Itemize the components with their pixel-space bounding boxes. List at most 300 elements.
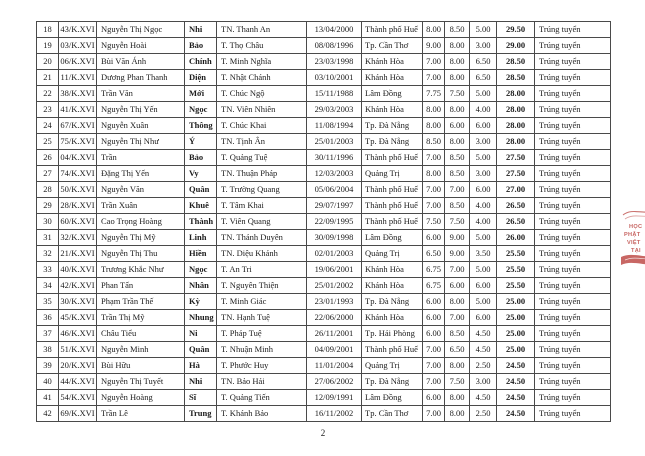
- cell-dharma-name: TN. Hạnh Tuệ: [217, 310, 307, 326]
- cell-score-1: 7.00: [423, 54, 445, 70]
- cell-given-name: Chính: [185, 54, 217, 70]
- svg-text:VIỆT: VIỆT: [627, 240, 641, 246]
- cell-score-2: 8.00: [445, 54, 470, 70]
- cell-total-score: 27.00: [497, 182, 535, 198]
- cell-family-name: Nguyễn Minh: [97, 342, 185, 358]
- cell-score-3: 3.00: [470, 38, 497, 54]
- cell-score-1: 7.50: [423, 214, 445, 230]
- cell-score-2: 7.00: [445, 310, 470, 326]
- cell-score-1: 6.00: [423, 390, 445, 406]
- cell-score-3: 4.00: [470, 214, 497, 230]
- cell-row-number: 35: [37, 294, 59, 310]
- cell-exam-code: 32/K.XVI: [59, 230, 97, 246]
- cell-total-score: 24.50: [497, 406, 535, 422]
- cell-score-2: 8.00: [445, 390, 470, 406]
- cell-exam-code: 50/K.XVI: [59, 182, 97, 198]
- cell-status: Trúng tuyển: [535, 406, 611, 422]
- table-row: [37, 166, 611, 182]
- cell-score-2: 6.00: [445, 118, 470, 134]
- cell-province: Khánh Hòa: [362, 70, 423, 86]
- cell-score-1: 8.00: [423, 102, 445, 118]
- page-number: 2: [320, 428, 326, 438]
- table-row: [37, 38, 611, 54]
- cell-family-name: Nguyễn Thị Ngọc: [97, 22, 185, 38]
- cell-birth-date: 04/09/2001: [307, 342, 362, 358]
- table-row: [37, 294, 611, 310]
- cell-status: Trúng tuyển: [535, 326, 611, 342]
- cell-exam-code: 28/K.XVI: [59, 198, 97, 214]
- cell-total-score: 28.00: [497, 134, 535, 150]
- cell-score-3: 5.00: [470, 294, 497, 310]
- cell-exam-code: 45/K.XVI: [59, 310, 97, 326]
- cell-dharma-name: T. Tâm Khai: [217, 198, 307, 214]
- cell-total-score: 27.50: [497, 166, 535, 182]
- cell-score-1: 6.50: [423, 246, 445, 262]
- cell-score-3: 3.50: [470, 246, 497, 262]
- cell-row-number: 20: [37, 54, 59, 70]
- cell-exam-code: 69/K.XVI: [59, 406, 97, 422]
- cell-dharma-name: T. Viên Quang: [217, 214, 307, 230]
- cell-dharma-name: T. Khánh Bảo: [217, 406, 307, 422]
- cell-given-name: Quân: [185, 182, 217, 198]
- table-row: [37, 390, 611, 406]
- cell-province: Khánh Hòa: [362, 310, 423, 326]
- cell-province: Tp. Đà Nẵng: [362, 118, 423, 134]
- cell-dharma-name: T. Minh Giác: [217, 294, 307, 310]
- cell-row-number: 39: [37, 358, 59, 374]
- cell-total-score: 28.00: [497, 118, 535, 134]
- cell-score-3: 5.00: [470, 86, 497, 102]
- cell-score-3: 6.00: [470, 118, 497, 134]
- cell-row-number: 26: [37, 150, 59, 166]
- cell-province: Tp. Đà Nẵng: [362, 134, 423, 150]
- cell-dharma-name: T. Chúc Ngộ: [217, 86, 307, 102]
- cell-status: Trúng tuyển: [535, 278, 611, 294]
- cell-dharma-name: T. An Tri: [217, 262, 307, 278]
- cell-exam-code: 11/K.XVI: [59, 70, 97, 86]
- cell-total-score: 25.00: [497, 294, 535, 310]
- cell-family-name: Nguyễn Thị Mỹ: [97, 230, 185, 246]
- cell-given-name: Thành: [185, 214, 217, 230]
- svg-text:HỌC: HỌC: [629, 224, 643, 230]
- cell-exam-code: 40/K.XVI: [59, 262, 97, 278]
- cell-score-3: 5.00: [470, 150, 497, 166]
- cell-status: Trúng tuyển: [535, 134, 611, 150]
- svg-text:TẠI: TẠI: [631, 248, 641, 254]
- cell-total-score: 29.50: [497, 22, 535, 38]
- cell-score-2: 8.50: [445, 150, 470, 166]
- cell-exam-code: 42/K.XVI: [59, 278, 97, 294]
- cell-family-name: Bùi Văn Ánh: [97, 54, 185, 70]
- cell-status: Trúng tuyển: [535, 150, 611, 166]
- cell-dharma-name: TN. Thanh An: [217, 22, 307, 38]
- cell-given-name: Quân: [185, 342, 217, 358]
- cell-given-name: Trung: [185, 406, 217, 422]
- cell-exam-code: 46/K.XVI: [59, 326, 97, 342]
- cell-given-name: Nhung: [185, 310, 217, 326]
- cell-score-2: 7.00: [445, 262, 470, 278]
- cell-row-number: 40: [37, 374, 59, 390]
- cell-row-number: 30: [37, 214, 59, 230]
- cell-province: Thành phố Huế: [362, 214, 423, 230]
- cell-status: Trúng tuyển: [535, 118, 611, 134]
- results-table: [36, 21, 611, 422]
- cell-family-name: Phan Tấn: [97, 278, 185, 294]
- cell-score-3: 6.50: [470, 70, 497, 86]
- cell-given-name: Diện: [185, 70, 217, 86]
- cell-province: Khánh Hòa: [362, 102, 423, 118]
- cell-status: Trúng tuyển: [535, 358, 611, 374]
- cell-row-number: 22: [37, 86, 59, 102]
- cell-score-2: 8.00: [445, 102, 470, 118]
- cell-score-3: 6.00: [470, 310, 497, 326]
- cell-given-name: Sĩ: [185, 390, 217, 406]
- cell-score-3: 6.00: [470, 278, 497, 294]
- table-row: [37, 150, 611, 166]
- cell-birth-date: 23/03/1998: [307, 54, 362, 70]
- cell-score-3: 3.00: [470, 374, 497, 390]
- cell-family-name: Trần Xuân: [97, 198, 185, 214]
- cell-family-name: Trần Lê: [97, 406, 185, 422]
- table-row: [37, 406, 611, 422]
- cell-birth-date: 16/11/2002: [307, 406, 362, 422]
- cell-row-number: 41: [37, 390, 59, 406]
- red-seal-stamp-icon: [617, 203, 645, 269]
- cell-family-name: Trần Văn: [97, 86, 185, 102]
- table-row: [37, 278, 611, 294]
- cell-score-2: 8.00: [445, 358, 470, 374]
- cell-score-3: 3.00: [470, 134, 497, 150]
- cell-total-score: 25.00: [497, 342, 535, 358]
- cell-status: Trúng tuyển: [535, 294, 611, 310]
- cell-birth-date: 27/06/2002: [307, 374, 362, 390]
- cell-total-score: 25.50: [497, 246, 535, 262]
- cell-score-1: 8.00: [423, 22, 445, 38]
- cell-family-name: Phạm Trần Thế: [97, 294, 185, 310]
- table-row: [37, 198, 611, 214]
- cell-status: Trúng tuyển: [535, 86, 611, 102]
- cell-total-score: 26.00: [497, 230, 535, 246]
- cell-given-name: Mới: [185, 86, 217, 102]
- cell-score-3: 2.50: [470, 358, 497, 374]
- cell-status: Trúng tuyển: [535, 246, 611, 262]
- cell-exam-code: 43/K.XVI: [59, 22, 97, 38]
- cell-dharma-name: TN. Thánh Duyên: [217, 230, 307, 246]
- cell-province: Thành phố Huế: [362, 342, 423, 358]
- cell-birth-date: 12/09/1991: [307, 390, 362, 406]
- cell-exam-code: 04/K.XVI: [59, 150, 97, 166]
- cell-family-name: Nguyễn Thị Như: [97, 134, 185, 150]
- cell-dharma-name: T. Quảng Tuệ: [217, 150, 307, 166]
- cell-given-name: Bảo: [185, 38, 217, 54]
- cell-row-number: 19: [37, 38, 59, 54]
- cell-province: Tp. Cần Thơ: [362, 38, 423, 54]
- cell-score-1: 6.00: [423, 310, 445, 326]
- cell-row-number: 32: [37, 246, 59, 262]
- cell-status: Trúng tuyển: [535, 198, 611, 214]
- svg-text:PHẬT: PHẬT: [624, 232, 641, 238]
- table-row: [37, 22, 611, 38]
- cell-score-2: 8.00: [445, 70, 470, 86]
- cell-score-3: 6.50: [470, 54, 497, 70]
- cell-score-3: 4.50: [470, 342, 497, 358]
- cell-score-2: 8.50: [445, 166, 470, 182]
- table-row: [37, 342, 611, 358]
- cell-score-2: 6.00: [445, 278, 470, 294]
- cell-total-score: 28.00: [497, 86, 535, 102]
- cell-family-name: Nguyễn Hoài: [97, 38, 185, 54]
- cell-given-name: Ngọc: [185, 262, 217, 278]
- cell-score-2: 9.00: [445, 230, 470, 246]
- cell-score-1: 7.00: [423, 150, 445, 166]
- cell-family-name: Châu Tiểu: [97, 326, 185, 342]
- cell-birth-date: 29/07/1997: [307, 198, 362, 214]
- cell-birth-date: 22/06/2000: [307, 310, 362, 326]
- cell-score-1: 6.00: [423, 326, 445, 342]
- cell-score-3: 5.00: [470, 22, 497, 38]
- cell-given-name: Khuê: [185, 198, 217, 214]
- cell-score-3: 4.00: [470, 198, 497, 214]
- cell-province: Khánh Hòa: [362, 54, 423, 70]
- cell-birth-date: 22/09/1995: [307, 214, 362, 230]
- cell-score-1: 7.00: [423, 182, 445, 198]
- cell-birth-date: 02/01/2003: [307, 246, 362, 262]
- cell-row-number: 42: [37, 406, 59, 422]
- table-row: [37, 310, 611, 326]
- cell-status: Trúng tuyển: [535, 214, 611, 230]
- cell-score-1: 7.00: [423, 342, 445, 358]
- cell-birth-date: 23/01/1993: [307, 294, 362, 310]
- cell-province: Thành phố Huế: [362, 198, 423, 214]
- cell-row-number: 38: [37, 342, 59, 358]
- cell-birth-date: 15/11/1988: [307, 86, 362, 102]
- cell-score-1: 9.00: [423, 38, 445, 54]
- table-row: [37, 118, 611, 134]
- cell-dharma-name: T. Nguyên Thiện: [217, 278, 307, 294]
- cell-family-name: Nguyễn Văn: [97, 182, 185, 198]
- cell-province: Thành phố Huế: [362, 22, 423, 38]
- cell-score-3: 4.00: [470, 102, 497, 118]
- cell-exam-code: 30/K.XVI: [59, 294, 97, 310]
- cell-dharma-name: T. Thọ Châu: [217, 38, 307, 54]
- cell-score-1: 7.00: [423, 198, 445, 214]
- cell-total-score: 26.50: [497, 214, 535, 230]
- cell-row-number: 36: [37, 310, 59, 326]
- table-row: [37, 358, 611, 374]
- cell-family-name: Nguyễn Hoàng: [97, 390, 185, 406]
- cell-province: Tp. Đà Nẵng: [362, 294, 423, 310]
- cell-province: Lâm Đồng: [362, 86, 423, 102]
- cell-given-name: Linh: [185, 230, 217, 246]
- cell-birth-date: 12/03/2003: [307, 166, 362, 182]
- cell-exam-code: 75/K.XVI: [59, 134, 97, 150]
- cell-exam-code: 06/K.XVI: [59, 54, 97, 70]
- table-row: [37, 86, 611, 102]
- cell-score-2: 8.50: [445, 326, 470, 342]
- cell-dharma-name: T. Nhuận Minh: [217, 342, 307, 358]
- cell-dharma-name: T. Phước Huy: [217, 358, 307, 374]
- cell-score-3: 5.00: [470, 262, 497, 278]
- cell-score-1: 7.00: [423, 70, 445, 86]
- cell-dharma-name: T. Pháp Tuệ: [217, 326, 307, 342]
- cell-row-number: 31: [37, 230, 59, 246]
- cell-dharma-name: TN. Diệu Khánh: [217, 246, 307, 262]
- cell-status: Trúng tuyển: [535, 374, 611, 390]
- cell-total-score: 28.50: [497, 54, 535, 70]
- cell-score-1: 6.00: [423, 294, 445, 310]
- cell-province: Quảng Trị: [362, 358, 423, 374]
- cell-dharma-name: T. Quảng Tiến: [217, 390, 307, 406]
- cell-total-score: 25.50: [497, 278, 535, 294]
- cell-birth-date: 03/10/2001: [307, 70, 362, 86]
- cell-score-2: 7.50: [445, 86, 470, 102]
- cell-status: Trúng tuyển: [535, 166, 611, 182]
- cell-score-2: 6.50: [445, 342, 470, 358]
- cell-dharma-name: TN. Tịnh Ân: [217, 134, 307, 150]
- cell-total-score: 28.50: [497, 70, 535, 86]
- cell-score-2: 8.50: [445, 198, 470, 214]
- cell-score-1: 8.50: [423, 134, 445, 150]
- cell-given-name: Vy: [185, 166, 217, 182]
- cell-dharma-name: TN. Viên Nhiên: [217, 102, 307, 118]
- cell-given-name: Ni: [185, 326, 217, 342]
- cell-status: Trúng tuyển: [535, 102, 611, 118]
- cell-dharma-name: T. Trường Quang: [217, 182, 307, 198]
- table-row: [37, 230, 611, 246]
- cell-birth-date: 30/11/1996: [307, 150, 362, 166]
- cell-given-name: Bảo: [185, 150, 217, 166]
- cell-row-number: 23: [37, 102, 59, 118]
- table-row: [37, 246, 611, 262]
- table-row: [37, 326, 611, 342]
- cell-score-3: 4.50: [470, 326, 497, 342]
- cell-exam-code: 38/K.XVI: [59, 86, 97, 102]
- cell-province: Thành phố Huế: [362, 182, 423, 198]
- cell-score-2: 7.50: [445, 374, 470, 390]
- cell-family-name: Nguyễn Thị Tuyết: [97, 374, 185, 390]
- cell-exam-code: 21/K.XVI: [59, 246, 97, 262]
- cell-exam-code: 44/K.XVI: [59, 374, 97, 390]
- cell-birth-date: 19/06/2001: [307, 262, 362, 278]
- cell-given-name: Thông: [185, 118, 217, 134]
- cell-given-name: Ngọc: [185, 102, 217, 118]
- cell-exam-code: 51/K.XVI: [59, 342, 97, 358]
- cell-province: Lâm Đồng: [362, 390, 423, 406]
- cell-dharma-name: T. Chúc Khai: [217, 118, 307, 134]
- cell-family-name: Nguyễn Xuân: [97, 118, 185, 134]
- cell-given-name: Ý: [185, 134, 217, 150]
- table-row: [37, 374, 611, 390]
- table-row: [37, 134, 611, 150]
- cell-exam-code: 20/K.XVI: [59, 358, 97, 374]
- cell-total-score: 28.00: [497, 102, 535, 118]
- cell-score-2: 8.00: [445, 134, 470, 150]
- cell-given-name: Nhân: [185, 278, 217, 294]
- cell-birth-date: 11/01/2004: [307, 358, 362, 374]
- cell-score-1: 7.00: [423, 406, 445, 422]
- cell-total-score: 25.00: [497, 310, 535, 326]
- cell-score-3: 5.00: [470, 230, 497, 246]
- cell-score-2: 8.50: [445, 22, 470, 38]
- cell-status: Trúng tuyển: [535, 22, 611, 38]
- results-table-body: [37, 22, 611, 422]
- cell-score-3: 6.00: [470, 182, 497, 198]
- cell-given-name: Hà: [185, 358, 217, 374]
- cell-birth-date: 30/09/1998: [307, 230, 362, 246]
- cell-birth-date: 11/08/1994: [307, 118, 362, 134]
- cell-given-name: Nhi: [185, 22, 217, 38]
- cell-family-name: Nguyễn Thị Yến: [97, 102, 185, 118]
- cell-score-2: 8.00: [445, 406, 470, 422]
- cell-total-score: 25.00: [497, 326, 535, 342]
- cell-status: Trúng tuyển: [535, 38, 611, 54]
- cell-row-number: 24: [37, 118, 59, 134]
- cell-score-3: 4.50: [470, 390, 497, 406]
- cell-dharma-name: TN. Thuận Pháp: [217, 166, 307, 182]
- cell-row-number: 34: [37, 278, 59, 294]
- cell-total-score: 25.50: [497, 262, 535, 278]
- cell-family-name: Nguyễn Thị Thu: [97, 246, 185, 262]
- cell-score-1: 6.75: [423, 278, 445, 294]
- cell-family-name: Trần: [97, 150, 185, 166]
- cell-given-name: Hiền: [185, 246, 217, 262]
- cell-row-number: 28: [37, 182, 59, 198]
- cell-province: Lâm Đồng: [362, 230, 423, 246]
- cell-exam-code: 03/K.XVI: [59, 38, 97, 54]
- cell-status: Trúng tuyển: [535, 230, 611, 246]
- cell-dharma-name: T. Minh Nghĩa: [217, 54, 307, 70]
- cell-row-number: 21: [37, 70, 59, 86]
- cell-status: Trúng tuyển: [535, 390, 611, 406]
- table-row: [37, 262, 611, 278]
- cell-birth-date: 25/01/2002: [307, 278, 362, 294]
- cell-score-2: 8.00: [445, 38, 470, 54]
- cell-province: Khánh Hòa: [362, 262, 423, 278]
- cell-province: Quảng Trị: [362, 166, 423, 182]
- cell-exam-code: 60/K.XVI: [59, 214, 97, 230]
- cell-province: Quảng Trị: [362, 246, 423, 262]
- cell-birth-date: 13/04/2000: [307, 22, 362, 38]
- cell-total-score: 29.00: [497, 38, 535, 54]
- cell-row-number: 18: [37, 22, 59, 38]
- cell-province: Tp. Hải Phòng: [362, 326, 423, 342]
- cell-score-3: 2.50: [470, 406, 497, 422]
- cell-exam-code: 67/K.XVI: [59, 118, 97, 134]
- cell-family-name: Trần Thị Mỹ: [97, 310, 185, 326]
- cell-score-1: 7.75: [423, 86, 445, 102]
- cell-row-number: 25: [37, 134, 59, 150]
- cell-score-1: 6.00: [423, 230, 445, 246]
- cell-birth-date: 29/03/2003: [307, 102, 362, 118]
- cell-status: Trúng tuyển: [535, 262, 611, 278]
- cell-family-name: Đặng Thị Yến: [97, 166, 185, 182]
- cell-birth-date: 08/08/1996: [307, 38, 362, 54]
- cell-exam-code: 54/K.XVI: [59, 390, 97, 406]
- cell-status: Trúng tuyển: [535, 342, 611, 358]
- cell-given-name: Kỳ: [185, 294, 217, 310]
- cell-family-name: Bùi Hữu: [97, 358, 185, 374]
- cell-status: Trúng tuyển: [535, 182, 611, 198]
- cell-family-name: Cao Trọng Hoàng: [97, 214, 185, 230]
- cell-family-name: Trương Khắc Như: [97, 262, 185, 278]
- table-row: [37, 214, 611, 230]
- cell-score-1: 7.00: [423, 374, 445, 390]
- cell-score-1: 7.00: [423, 358, 445, 374]
- cell-status: Trúng tuyển: [535, 70, 611, 86]
- cell-score-3: 3.00: [470, 166, 497, 182]
- cell-row-number: 33: [37, 262, 59, 278]
- cell-province: Tp. Cần Thơ: [362, 406, 423, 422]
